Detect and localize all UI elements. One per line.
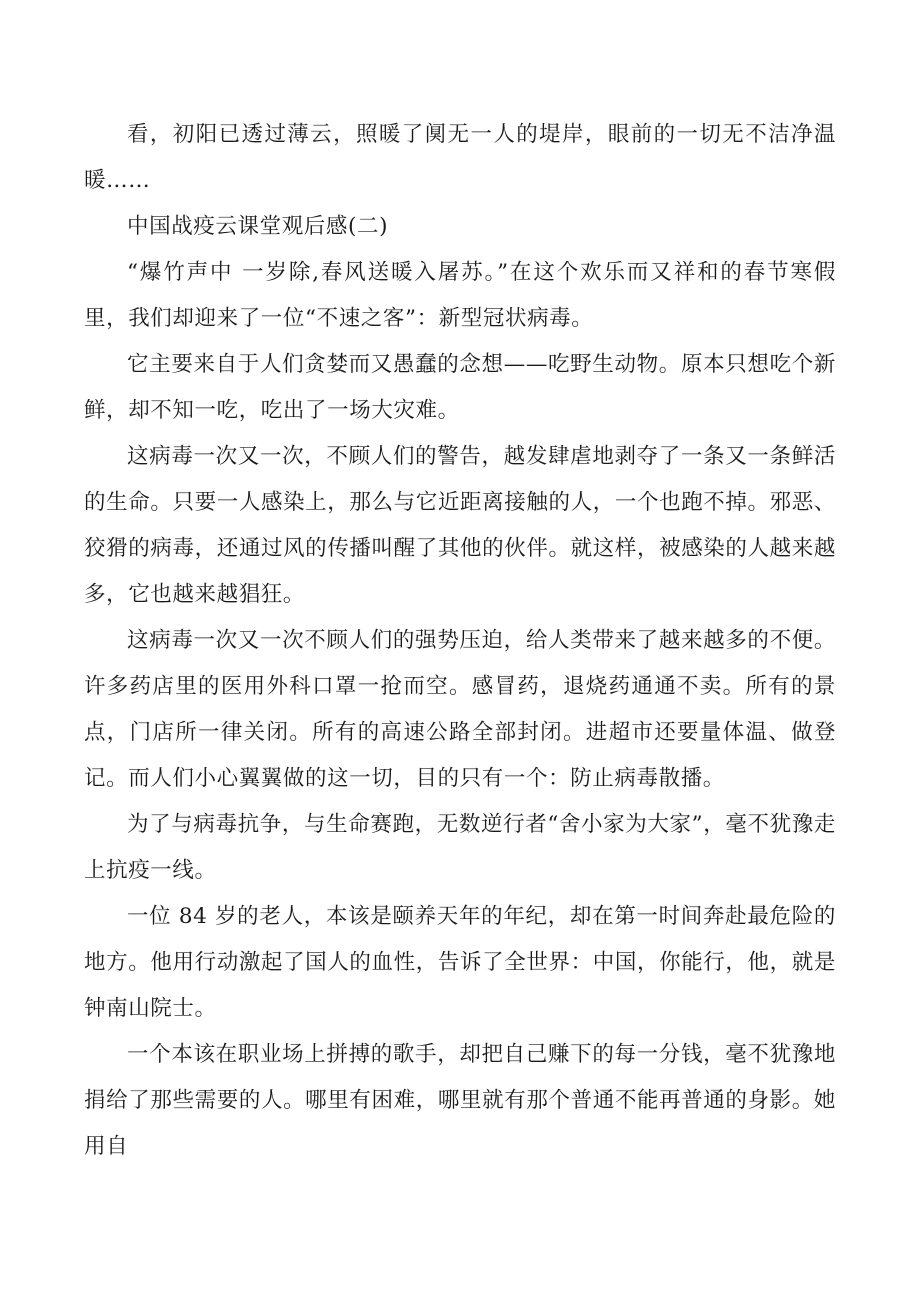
paragraph-zhong-nanshan: 一位 84 岁的老人，本该是颐养天年的年纪，却在第一时间奔赴最危险的地方。他用行动激起了国人的血性，告诉了全世界：中国，你能行，他，就是钟南山院士。 <box>84 904 836 1021</box>
paragraph-impact: 这病毒一次又一次不顾人们的强势压迫，给人类带来了越来越多的不便。许多药店里的医用外科口罩一抢而空。感冒药，退烧药通通不卖。所有的景点，门店所一律关闭。所有的高速公路全部封闭。进超市还要量体温、做登记。而人们小心翼翼做的这一切，目的只有一个：防止病毒散播。 <box>84 628 836 791</box>
section-heading: 中国战疫云课堂观后感(二) <box>127 214 389 239</box>
paragraph-closing-fragment: 看，初阳已透过薄云，照暖了阒无一人的堤岸，眼前的一切无不洁净温暖…… <box>84 122 836 193</box>
paragraph-frontline: 为了与病毒抗争，与生命赛跑，无数逆行者“舍小家为大家”，毫不犹豫走上抗疫一线。 <box>84 812 836 883</box>
paragraph-spread: 这病毒一次又一次，不顾人们的警告，越发肆虐地剥夺了一条又一条鲜活的生命。只要一人感染上，那么与它近距离接触的人，一个也跑不掉。邪恶、狡猾的病毒，还通过风的传播叫醒了其他的伙伴。就这样，被感染的人越来越多，它也越来越猖狂。 <box>84 444 836 607</box>
paragraph-singer: 一个本该在职业场上拼搏的歌手，却把自己赚下的每一分钱，毫不犹豫地捐给了那些需要的人。哪里有困难，哪里就有那个普通不能再普通的身影。她用自 <box>84 1042 836 1159</box>
paragraph-origin: 它主要来自于人们贪婪而又愚蠢的念想——吃野生动物。原本只想吃个新鲜，却不知一吃，吃出了一场大灾难。 <box>84 352 836 423</box>
paragraph-intro: “爆竹声中 一岁除,春风送暖入屠苏。”在这个欢乐而又祥和的春节寒假里，我们却迎来了一位“不速之客”：新型冠状病毒。 <box>84 260 836 331</box>
document-page <box>84 112 836 1170</box>
